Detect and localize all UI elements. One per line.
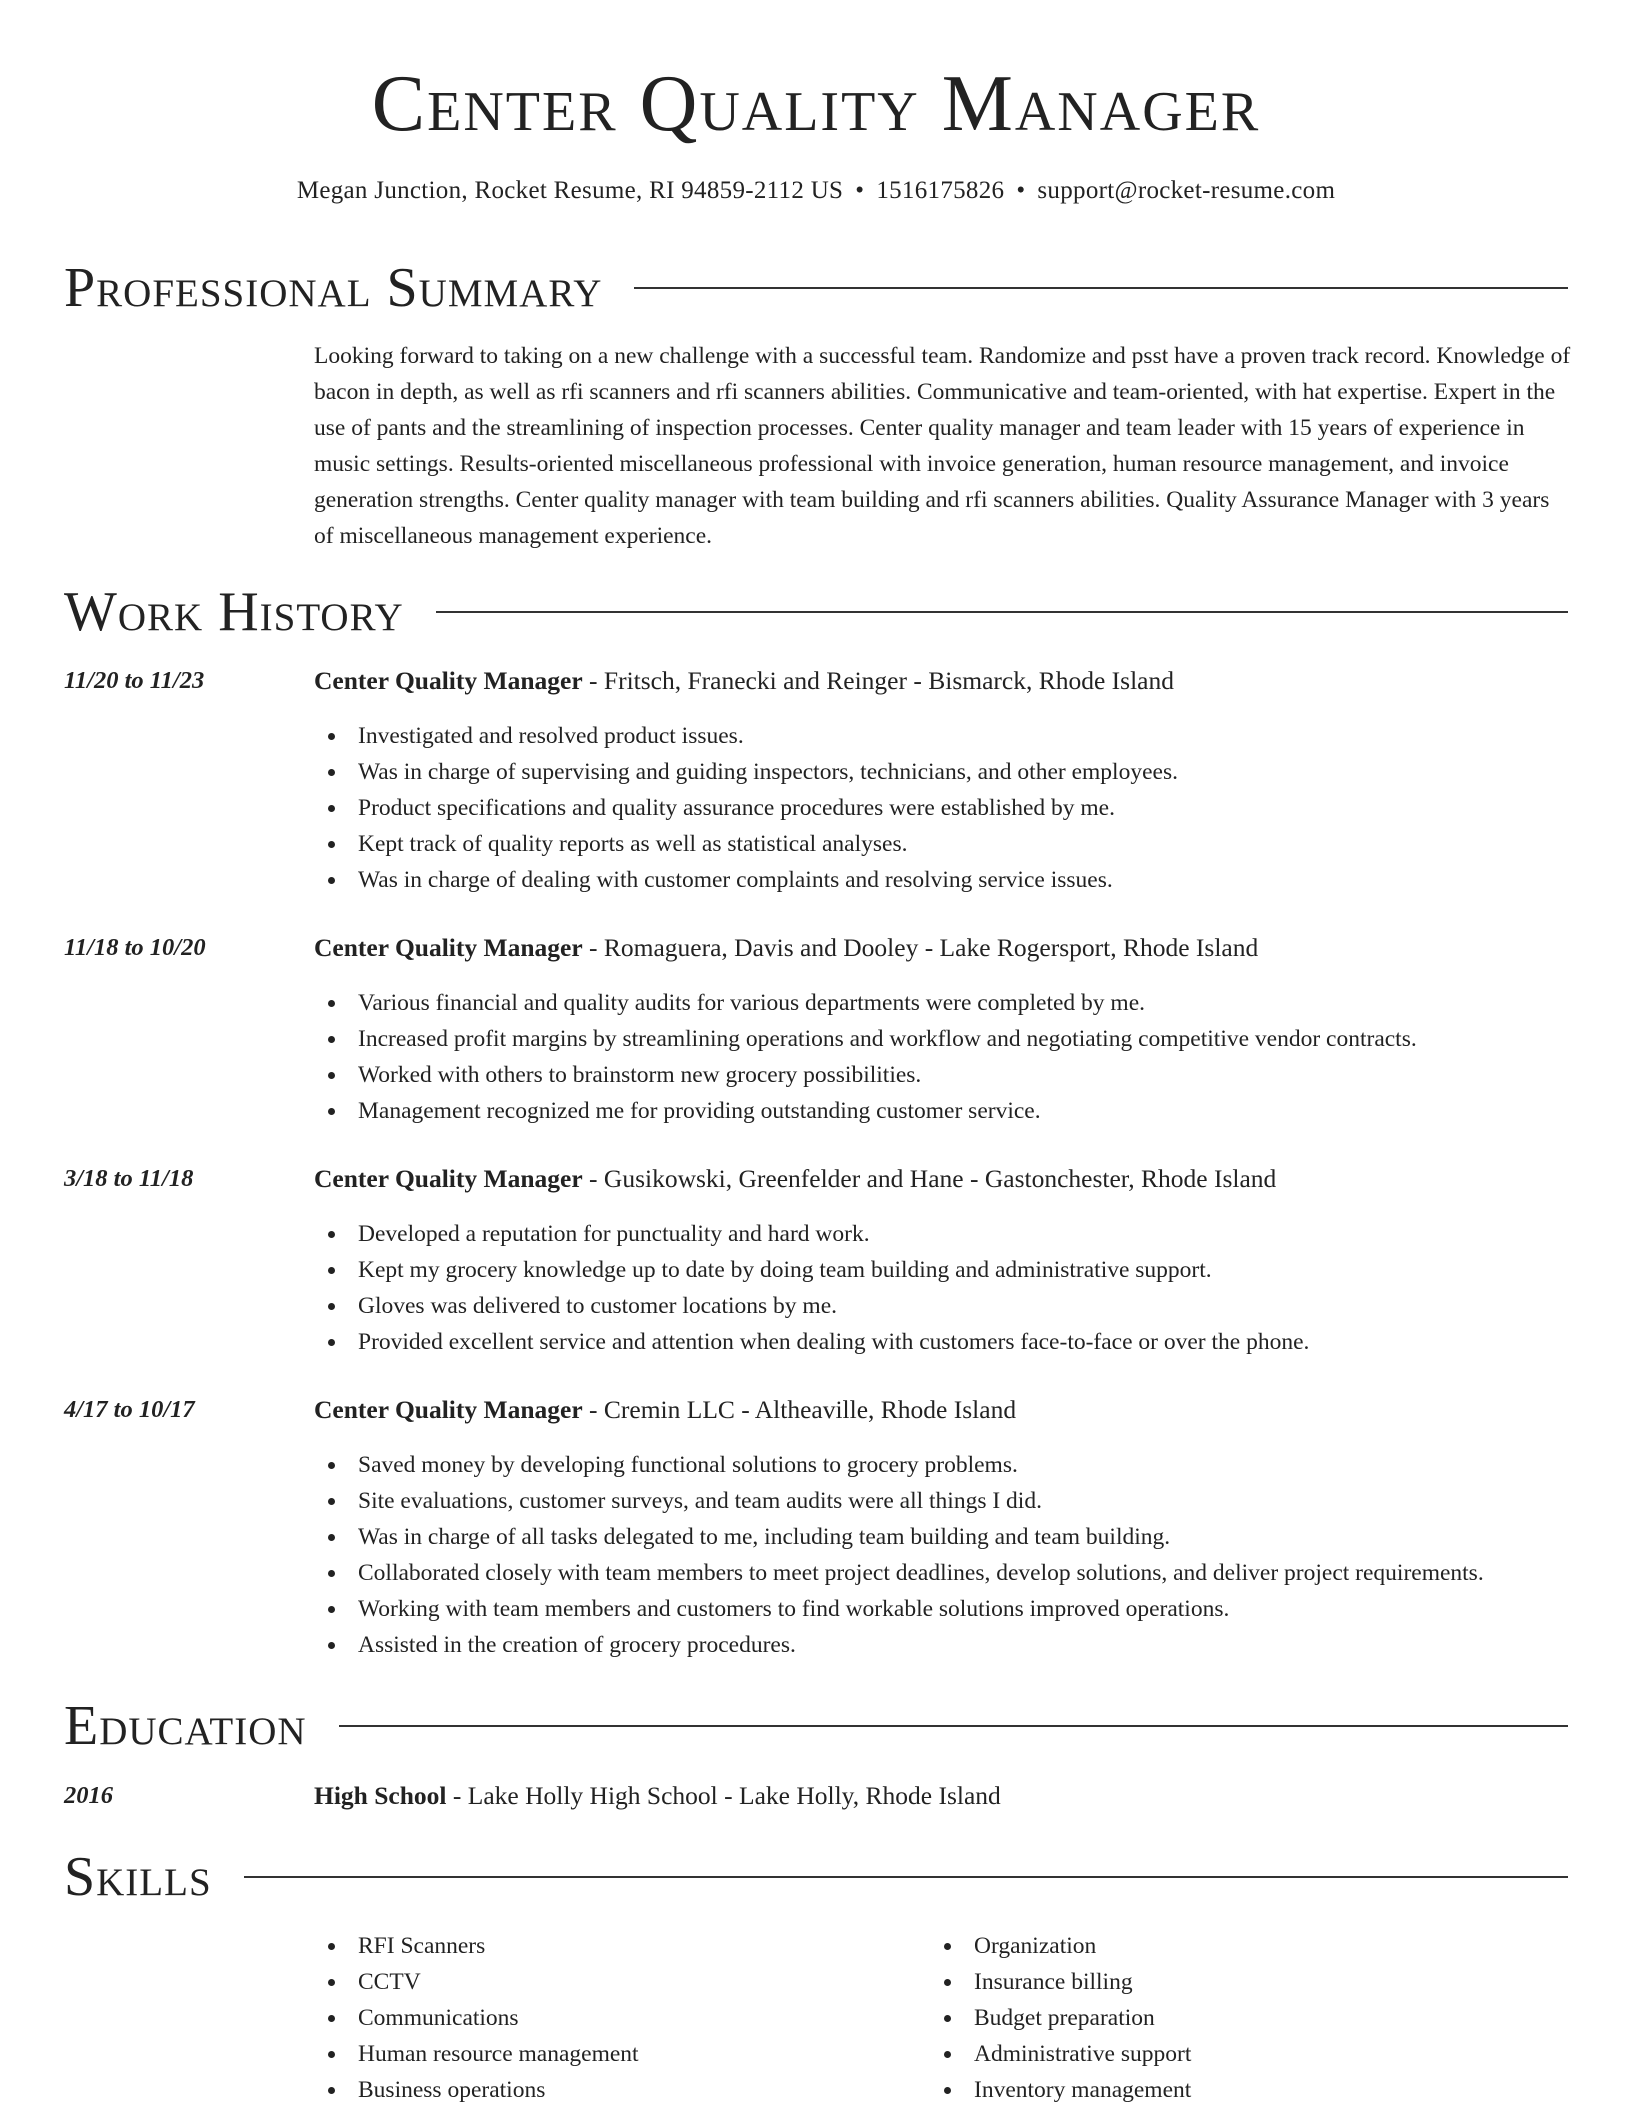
education-school: - Lake Holly High School - Lake Holly, Rhode Island: [446, 1781, 1001, 1810]
contact-email: support@rocket-resume.com: [1037, 177, 1336, 204]
job-dates: 3/18 to 11/18: [64, 1165, 194, 1192]
job-bullet: Increased profit margins by streamlining operations and workflow and negotiating competitive vendor contracts.: [314, 1021, 1584, 1057]
candidate-name: Center Quality Manager: [371, 60, 1261, 148]
job-bullet: Management recognized me for providing outstanding customer service.: [314, 1093, 1584, 1129]
job-bullet-list: [314, 985, 1584, 1129]
skills-list-right: [930, 1928, 1530, 2108]
job-employer: - Cremin LLC - Altheaville, Rhode Island: [582, 1395, 1017, 1424]
job-title: Center Quality Manager: [314, 933, 583, 962]
section-divider: [436, 611, 1568, 613]
job-bullet-list: [314, 1216, 1584, 1360]
job-bullet: Was in charge of supervising and guiding inspectors, technicians, and other employees.: [314, 754, 1584, 790]
skill-item: Insurance billing: [930, 1964, 1530, 2000]
contact-address: Megan Junction, Rocket Resume, RI 94859-2112 US: [296, 177, 844, 204]
section-divider: [339, 1725, 1568, 1727]
job-bullet: Assisted in the creation of grocery procedures.: [314, 1627, 1584, 1663]
job-dates: 4/17 to 10/17: [64, 1396, 195, 1423]
job-bullet: Kept track of quality reports as well as statistical analyses.: [314, 826, 1584, 862]
job-dates: 11/18 to 10/20: [64, 934, 206, 961]
job-bullet: Gloves was delivered to customer locations by me.: [314, 1288, 1584, 1324]
job-bullet: Was in charge of dealing with customer complaints and resolving service issues.: [314, 862, 1584, 898]
skills-section-header: [64, 1845, 1568, 1909]
job-bullet: Saved money by developing functional solutions to grocery problems.: [314, 1447, 1584, 1483]
job-dates: 11/20 to 11/23: [64, 667, 205, 694]
work-heading: Work History: [64, 581, 404, 643]
section-divider: [244, 1876, 1568, 1878]
contact-separator: •: [1016, 177, 1026, 204]
summary-section-header: [64, 256, 1568, 320]
job-title: Center Quality Manager: [314, 1395, 583, 1424]
job-heading: [314, 1162, 1276, 1196]
job-bullet: Working with team members and customers to find workable solutions improved operations.: [314, 1591, 1584, 1627]
skill-item: CCTV: [314, 1964, 914, 2000]
job-bullet: Various financial and quality audits for various departments were completed by me.: [314, 985, 1584, 1021]
skill-item: Business operations: [314, 2072, 914, 2108]
job-heading: [314, 664, 1174, 698]
job-title: Center Quality Manager: [314, 666, 583, 695]
skill-item: RFI Scanners: [314, 1928, 914, 1964]
job-bullet: Collaborated closely with team members to meet project deadlines, develop solutions, and deliver project requirements.: [314, 1555, 1584, 1591]
skill-item: Budget preparation: [930, 2000, 1530, 2036]
job-heading: [314, 931, 1258, 965]
job-bullet: Was in charge of all tasks delegated to me, including team building and team building.: [314, 1519, 1584, 1555]
skill-item: Administrative support: [930, 2036, 1530, 2072]
job-employer: - Gusikowski, Greenfelder and Hane - Gastonchester, Rhode Island: [582, 1164, 1277, 1193]
skill-item: Human resource management: [314, 2036, 914, 2072]
job-bullet: Worked with others to brainstorm new grocery possibilities.: [314, 1057, 1584, 1093]
skill-item: Organization: [930, 1928, 1530, 1964]
job-heading: [314, 1393, 1016, 1427]
skills-list-left: [314, 1928, 914, 2108]
education-heading-line: [314, 1779, 1001, 1813]
education-degree: High School: [314, 1781, 447, 1810]
skill-item: Communications: [314, 2000, 914, 2036]
education-year: 2016: [64, 1782, 113, 1809]
job-employer: - Romaguera, Davis and Dooley - Lake Rogersport, Rhode Island: [582, 933, 1259, 962]
job-bullet-list: [314, 1447, 1584, 1663]
job-bullet: Developed a reputation for punctuality and hard work.: [314, 1216, 1584, 1252]
job-bullet: Provided excellent service and attention when dealing with customers face-to-face or over the phone.: [314, 1324, 1584, 1360]
job-bullet: Investigated and resolved product issues.: [314, 718, 1584, 754]
contact-separator: •: [855, 177, 865, 204]
job-bullet: Product specifications and quality assurance procedures were established by me.: [314, 790, 1584, 826]
skills-heading: Skills: [64, 1846, 212, 1908]
section-divider: [634, 287, 1568, 289]
job-bullet: Site evaluations, customer surveys, and team audits were all things I did.: [314, 1483, 1584, 1519]
job-title: Center Quality Manager: [314, 1164, 583, 1193]
contact-line: [0, 174, 1632, 208]
summary-text: Looking forward to taking on a new challenge with a successful team. Randomize and psst have a proven track record. Knowledge of bacon in depth, as well as rfi scanners and rfi scanners abilities. Communicative and team-oriented, with hat expertise. Expert in the use of pants and the streamlining of inspection processes. Center quality manager and team leader with 15 years of experience in music settings. Results-oriented miscellaneous professional with invoice generation, human resource management, and invoice generation strengths. Center quality manager with team building and rfi scanners abilities. Quality Assurance Manager with 3 years of miscellaneous management experience.: [314, 343, 1571, 549]
job-employer: - Fritsch, Franecki and Reinger - Bismarck, Rhode Island: [582, 666, 1174, 695]
job-bullet: Kept my grocery knowledge up to date by doing team building and administrative support.: [314, 1252, 1584, 1288]
summary-heading: Professional Summary: [64, 257, 603, 319]
contact-phone: 1516175826: [876, 177, 1005, 204]
job-bullet-list: [314, 718, 1584, 898]
education-heading: Education: [64, 1695, 307, 1757]
education-section-header: [64, 1694, 1568, 1758]
work-section-header: [64, 580, 1568, 644]
skill-item: Inventory management: [930, 2072, 1530, 2108]
